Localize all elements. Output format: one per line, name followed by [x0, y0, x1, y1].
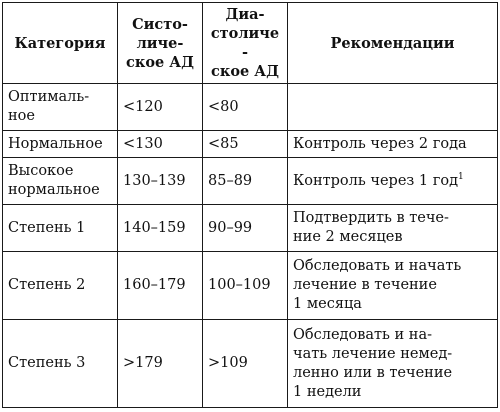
table-row [3, 252, 498, 320]
table-row [3, 320, 498, 408]
cell-diastolic: 90–99 [203, 205, 288, 252]
cell-category: Степень 2 [3, 252, 118, 320]
header-systolic: Систо- личе- ское АД [118, 3, 203, 84]
cell-systolic: <120 [118, 84, 203, 131]
cell-category: Степень 3 [3, 320, 118, 408]
cell-recommendation [288, 84, 498, 131]
cell-systolic: >179 [118, 320, 203, 408]
cell-diastolic: <80 [203, 84, 288, 131]
cell-category: Степень 1 [3, 205, 118, 252]
table-row [3, 84, 498, 131]
header-row [3, 3, 498, 84]
cell-recommendation: Подтвердить в тече- ние 2 месяцев [288, 205, 498, 252]
footnote-marker: 1 [458, 171, 464, 182]
cell-systolic: 160–179 [118, 252, 203, 320]
cell-category: Нормальное [3, 131, 118, 158]
table-row [3, 205, 498, 252]
cell-diastolic: <85 [203, 131, 288, 158]
blood-pressure-table [2, 2, 498, 408]
table-row [3, 131, 498, 158]
table-row [3, 158, 498, 205]
header-category: Категория [3, 3, 118, 84]
cell-systolic: 130–139 [118, 158, 203, 205]
cell-diastolic: 85–89 [203, 158, 288, 205]
cell-recommendation [288, 158, 498, 205]
cell-systolic: 140–159 [118, 205, 203, 252]
cell-recommendation: Обследовать и на- чать лечение немед- ленно или в течение 1 недели [288, 320, 498, 408]
recommendation-text: Контроль через 1 год [293, 172, 459, 189]
cell-diastolic: >109 [203, 320, 288, 408]
cell-category: Высокое нормальное [3, 158, 118, 205]
header-diastolic: Диа- столиче- ское АД [203, 3, 288, 84]
cell-systolic: <130 [118, 131, 203, 158]
cell-recommendation: Контроль через 2 года [288, 131, 498, 158]
cell-category: Оптималь- ное [3, 84, 118, 131]
cell-recommendation: Обследовать и начать лечение в течение 1 месяца [288, 252, 498, 320]
header-recommendations: Рекомендации [288, 3, 498, 84]
cell-diastolic: 100–109 [203, 252, 288, 320]
